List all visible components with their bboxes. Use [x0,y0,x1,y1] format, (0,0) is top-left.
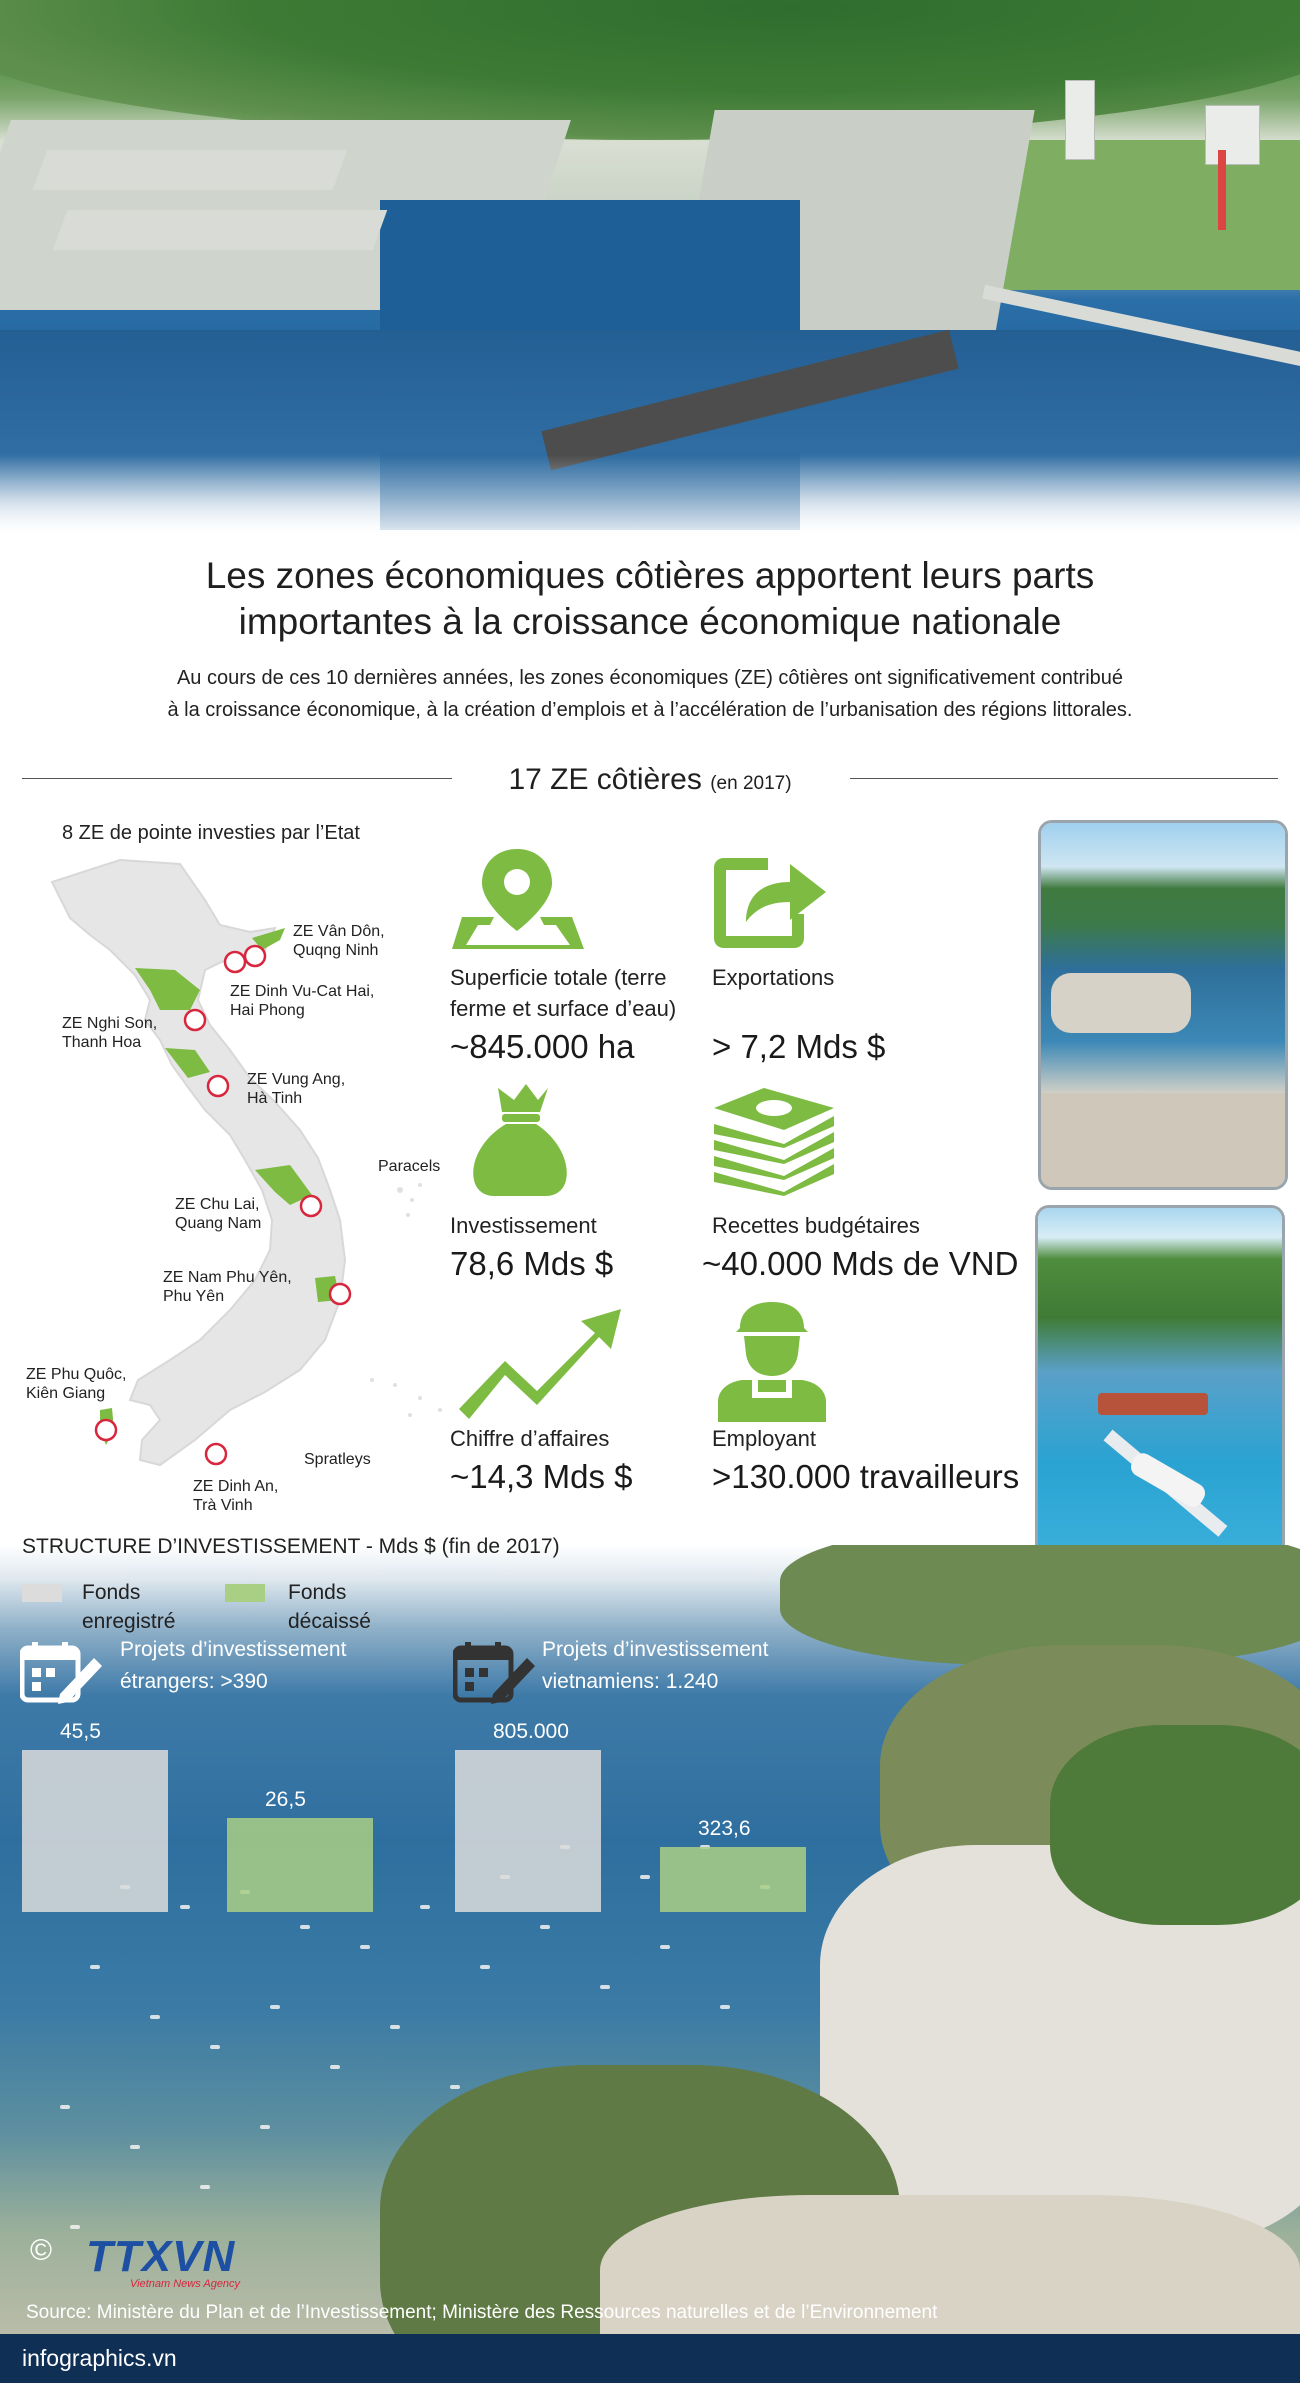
marker-vung-ang [208,1076,228,1096]
marker-van-don-1 [225,952,245,972]
zone-label-dinh-an: ZE Dinh An, Trà Vinh [193,1478,279,1514]
paracels-dots [397,1183,422,1217]
marker-dinh-an [206,1444,226,1464]
calendar-edit-icon [20,1640,104,1704]
export-icon [710,852,830,952]
intro-line-2: à la croissance économique, à la création d’emplois et à l’accélération de l’urbanisation des régions littorales. [167,699,1133,721]
marker-chu-lai [301,1196,321,1216]
footer-site-link[interactable]: infographics.vn [22,2345,177,2371]
structure-title: STRUCTURE D’INVESTISSEMENT - Mds $ (fin de 2017) [22,1535,560,1558]
trend-up-icon [455,1305,625,1421]
section-title-text: 17 ZE côtières [508,763,702,796]
stat-employment-value: >130.000 travailleurs [712,1458,1020,1495]
coastal-town-photo [1038,820,1288,1190]
legend-disbursed-swatch [225,1584,265,1602]
title-line-2: importantes à la croissance économique nationale [238,601,1062,642]
marker-dinh-vu [185,1010,205,1030]
intro-text [60,662,1240,726]
ttxvn-logo: © TTXVN Vietnam News Agency [30,2232,241,2290]
zone-label-nghi-son: ZE Nghi Son, Thanh Hoa [62,1015,158,1051]
domestic-projects-label: Projets d’investissement vietnamiens: 1.240 [542,1638,769,1693]
title-line-1: Les zones économiques côtières apportent leurs parts [205,555,1095,596]
bar-value-foreign-disbursed: 26,5 [265,1787,306,1811]
bar-foreign-registered [22,1750,168,1912]
stat-budget-value: ~40.000 Mds de VND [702,1245,1019,1282]
stat-area-value: ~845.000 ha [450,1028,635,1065]
bar-value-domestic-disbursed: 323,6 [698,1816,751,1840]
map-pin-icon [450,845,586,951]
page-title [0,553,1300,645]
bar-value-foreign-registered: 45,5 [60,1720,101,1743]
marker-phu-quoc [96,1420,116,1440]
spratleys-label: Spratleys [304,1451,371,1468]
bar-domestic-disbursed [660,1847,806,1912]
divider-left [22,778,452,779]
zone-label-dinh-vu: ZE Dinh Vu-Cat Hai, Hai Phong [230,983,375,1019]
footer-bar [0,2334,1300,2383]
stat-investment-label: Investissement [450,1213,597,1238]
zone-label-vung-ang: ZE Vung Ang, Hà Tinh [247,1071,346,1107]
spratleys-dots [370,1378,442,1417]
legend-disbursed-label: Fonds décaissé [288,1581,371,1633]
stat-employment-label: Employant [712,1426,816,1451]
hero-port-image [0,0,1300,545]
zone-label-chu-lai: ZE Chu Lai, Quang Nam [175,1196,262,1232]
bar-value-domestic-registered: 805.000 [493,1720,569,1743]
stat-budget-label: Recettes budgétaires [712,1213,920,1238]
calendar-edit-icon-2 [453,1640,537,1704]
zone-label-nam-phu-yen: ZE Nam Phu Yên, Phu Yên [163,1269,292,1305]
divider-right [850,778,1278,779]
stat-export-label: Exportations [712,965,835,990]
foreign-projects-label: Projets d’investissement étrangers: >390 [120,1638,347,1693]
legend-registered-swatch [22,1584,62,1602]
section-subtitle: (en 2017) [710,773,792,794]
stat-export-value: > 7,2 Mds $ [712,1028,886,1065]
vietnam-map [0,840,460,1530]
marker-nam-phu-yen [330,1284,350,1304]
bar-foreign-disbursed [227,1818,373,1912]
stat-area-label: Superficie totale (terre ferme et surface d’eau) [450,965,677,1021]
stat-turnover-label: Chiffre d’affaires [450,1426,610,1451]
money-bag-icon [468,1078,572,1198]
zone-label-phu-quoc: ZE Phu Quôc, Kiên Giang [26,1366,127,1402]
cash-stack-icon [710,1086,838,1196]
stat-turnover-value: ~14,3 Mds $ [450,1458,633,1495]
zone-label-van-don: ZE Vân Dôn, Quqng Ninh [293,923,385,959]
paracels-label: Paracels [378,1158,441,1175]
cruise-port-photo [1035,1205,1285,1575]
worker-icon [712,1298,830,1422]
stat-investment-value: 78,6 Mds $ [450,1245,614,1282]
marker-van-don-2 [245,946,265,966]
intro-line-1: Au cours de ces 10 dernières années, les zones économiques (ZE) côtières ont significativement contribué [176,667,1124,689]
map-label: 8 ZE de pointe investies par l’Etat [62,822,360,844]
legend-registered-label: Fonds enregistré [82,1581,176,1633]
bar-domestic-registered [455,1750,601,1912]
source-text: Source: Ministère du Plan et de l’Investissement; Ministère des Ressources naturelles et de l’Environnement [26,2302,938,2323]
section-title [460,763,840,797]
